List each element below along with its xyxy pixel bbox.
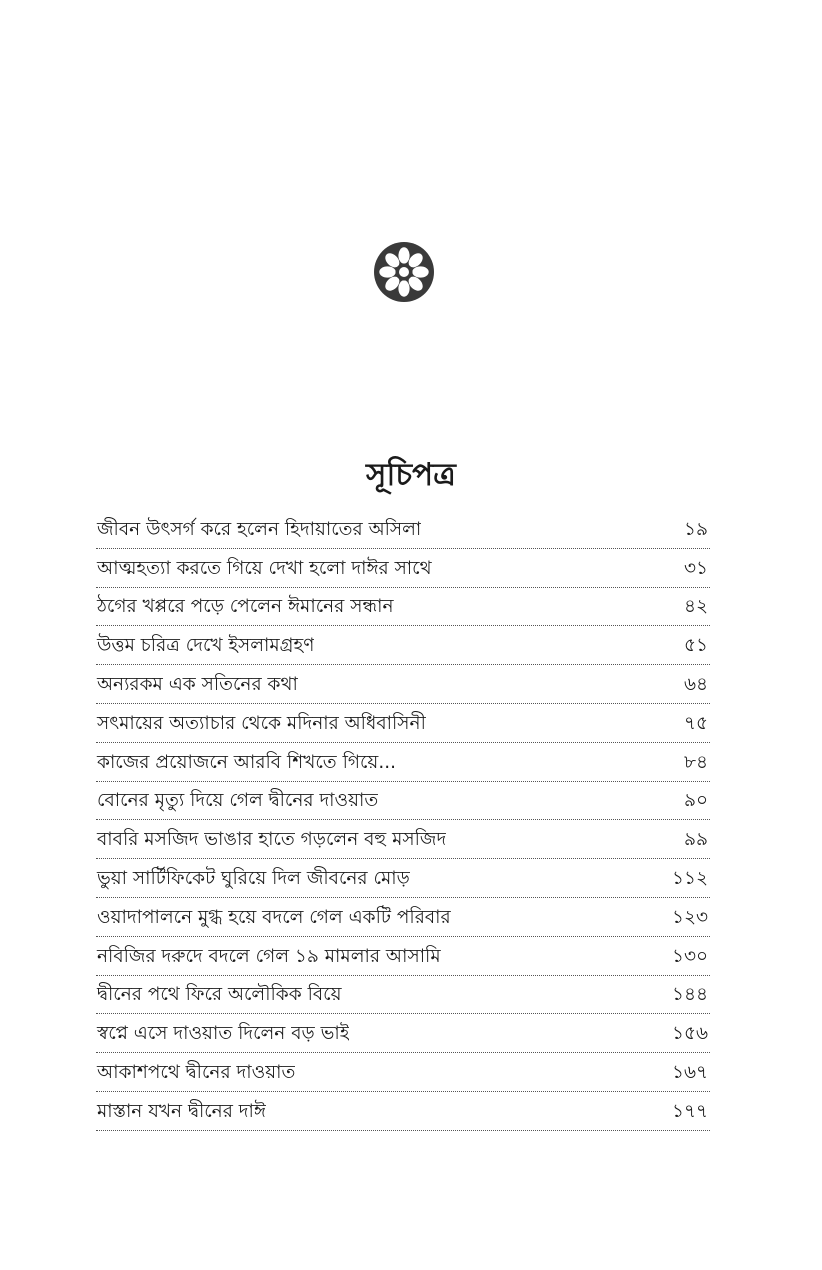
toc-entry-label: কাজের প্রয়োজনে আরবি শিখতে গিয়ে... (97, 751, 396, 773)
toc-entry-label: সৎমায়ের অত্যাচার থেকে মদিনার অধিবাসিনী (97, 712, 426, 734)
toc-entry (96, 1053, 710, 1092)
toc-entry-page-number: ১৭৭ (671, 1100, 708, 1122)
toc-entry-page-number: ১৯ (683, 518, 708, 540)
toc-entry-label: উত্তম চরিত্র দেখে ইসলামগ্রহণ (97, 635, 315, 657)
toc-entry-label: মাস্তান যখন দ্বীনের দাঈ (97, 1100, 266, 1122)
toc-entry-label: ভুয়া সার্টিফিকেট ঘুরিয়ে দিল জীবনের মোড় (97, 867, 410, 889)
toc-entry (96, 510, 710, 549)
toc-entry-page-number: ৩১ (683, 557, 708, 579)
toc-entry-page-number: ১১২ (671, 867, 708, 889)
toc-entry (96, 782, 710, 821)
toc-entry (96, 743, 710, 782)
toc-entry (96, 626, 710, 665)
toc-entry-label: দ্বীনের পথে ফিরে অলৌকিক বিয়ে (97, 984, 342, 1006)
toc-entry-page-number: ৯০ (683, 790, 708, 812)
toc-entry-page-number: ৯৯ (683, 829, 708, 851)
toc-entry (96, 549, 710, 588)
toc-entry-page-number: ৪২ (683, 596, 708, 618)
toc-entry-label: আত্মহত্যা করতে গিয়ে দেখা হলো দাঈর সাথে (97, 557, 432, 579)
toc-entry-page-number: ১৬৭ (671, 1061, 708, 1083)
toc-entry-page-number: ৫১ (683, 635, 708, 657)
toc-entry-label: স্বপ্নে এসে দাওয়াত দিলেন বড় ভাই (97, 1023, 350, 1045)
toc-entry-label: অন্যরকম এক সতিনের কথা (97, 673, 298, 695)
toc-entry-label: বোনের মৃত্যু দিয়ে গেল দ্বীনের দাওয়াত (97, 790, 379, 812)
toc-entry (96, 704, 710, 743)
toc-entry (96, 588, 710, 627)
toc-entry-page-number: ১৫৬ (671, 1023, 708, 1045)
toc-entry-label: ওয়াদাপালনে মুগ্ধ হয়ে বদলে গেল একটি পরিবার (97, 906, 451, 928)
toc-entry-page-number: ৬৪ (683, 673, 708, 695)
toc-entry (96, 859, 710, 898)
toc-entry-page-number: ১৪৪ (671, 984, 708, 1006)
toc-entry (96, 820, 710, 859)
toc-entry (96, 1014, 710, 1053)
toc-entry-label: নবিজির দরুদে বদলে গেল ১৯ মামলার আসামি (97, 945, 441, 967)
toc-entry (96, 937, 710, 976)
flower-ornament-icon (373, 241, 435, 303)
toc-entry (96, 898, 710, 937)
toc-entry-page-number: ৭৫ (683, 712, 708, 734)
toc-entry-page-number: ৮৪ (683, 751, 708, 773)
toc-entry (96, 976, 710, 1015)
toc-entry-label: বাবরি মসজিদ ভাঙার হাতে গড়লেন বহু মসজিদ (97, 829, 447, 851)
toc-entry-label: আকাশপথে দ্বীনের দাওয়াত (97, 1061, 296, 1083)
toc-entry-page-number: ১৩০ (671, 945, 708, 967)
toc-entry (96, 665, 710, 704)
toc-entry-page-number: ১২৩ (671, 906, 708, 928)
page-title: সূচিপত্র (366, 456, 456, 493)
table-of-contents (96, 510, 710, 1131)
toc-entry-label: জীবন উৎসর্গ করে হলেন হিদায়াতের অসিলা (97, 518, 422, 540)
toc-entry-label: ঠগের খপ্পরে পড়ে পেলেন ঈমানের সন্ধান (97, 596, 394, 618)
toc-entry (96, 1092, 710, 1131)
